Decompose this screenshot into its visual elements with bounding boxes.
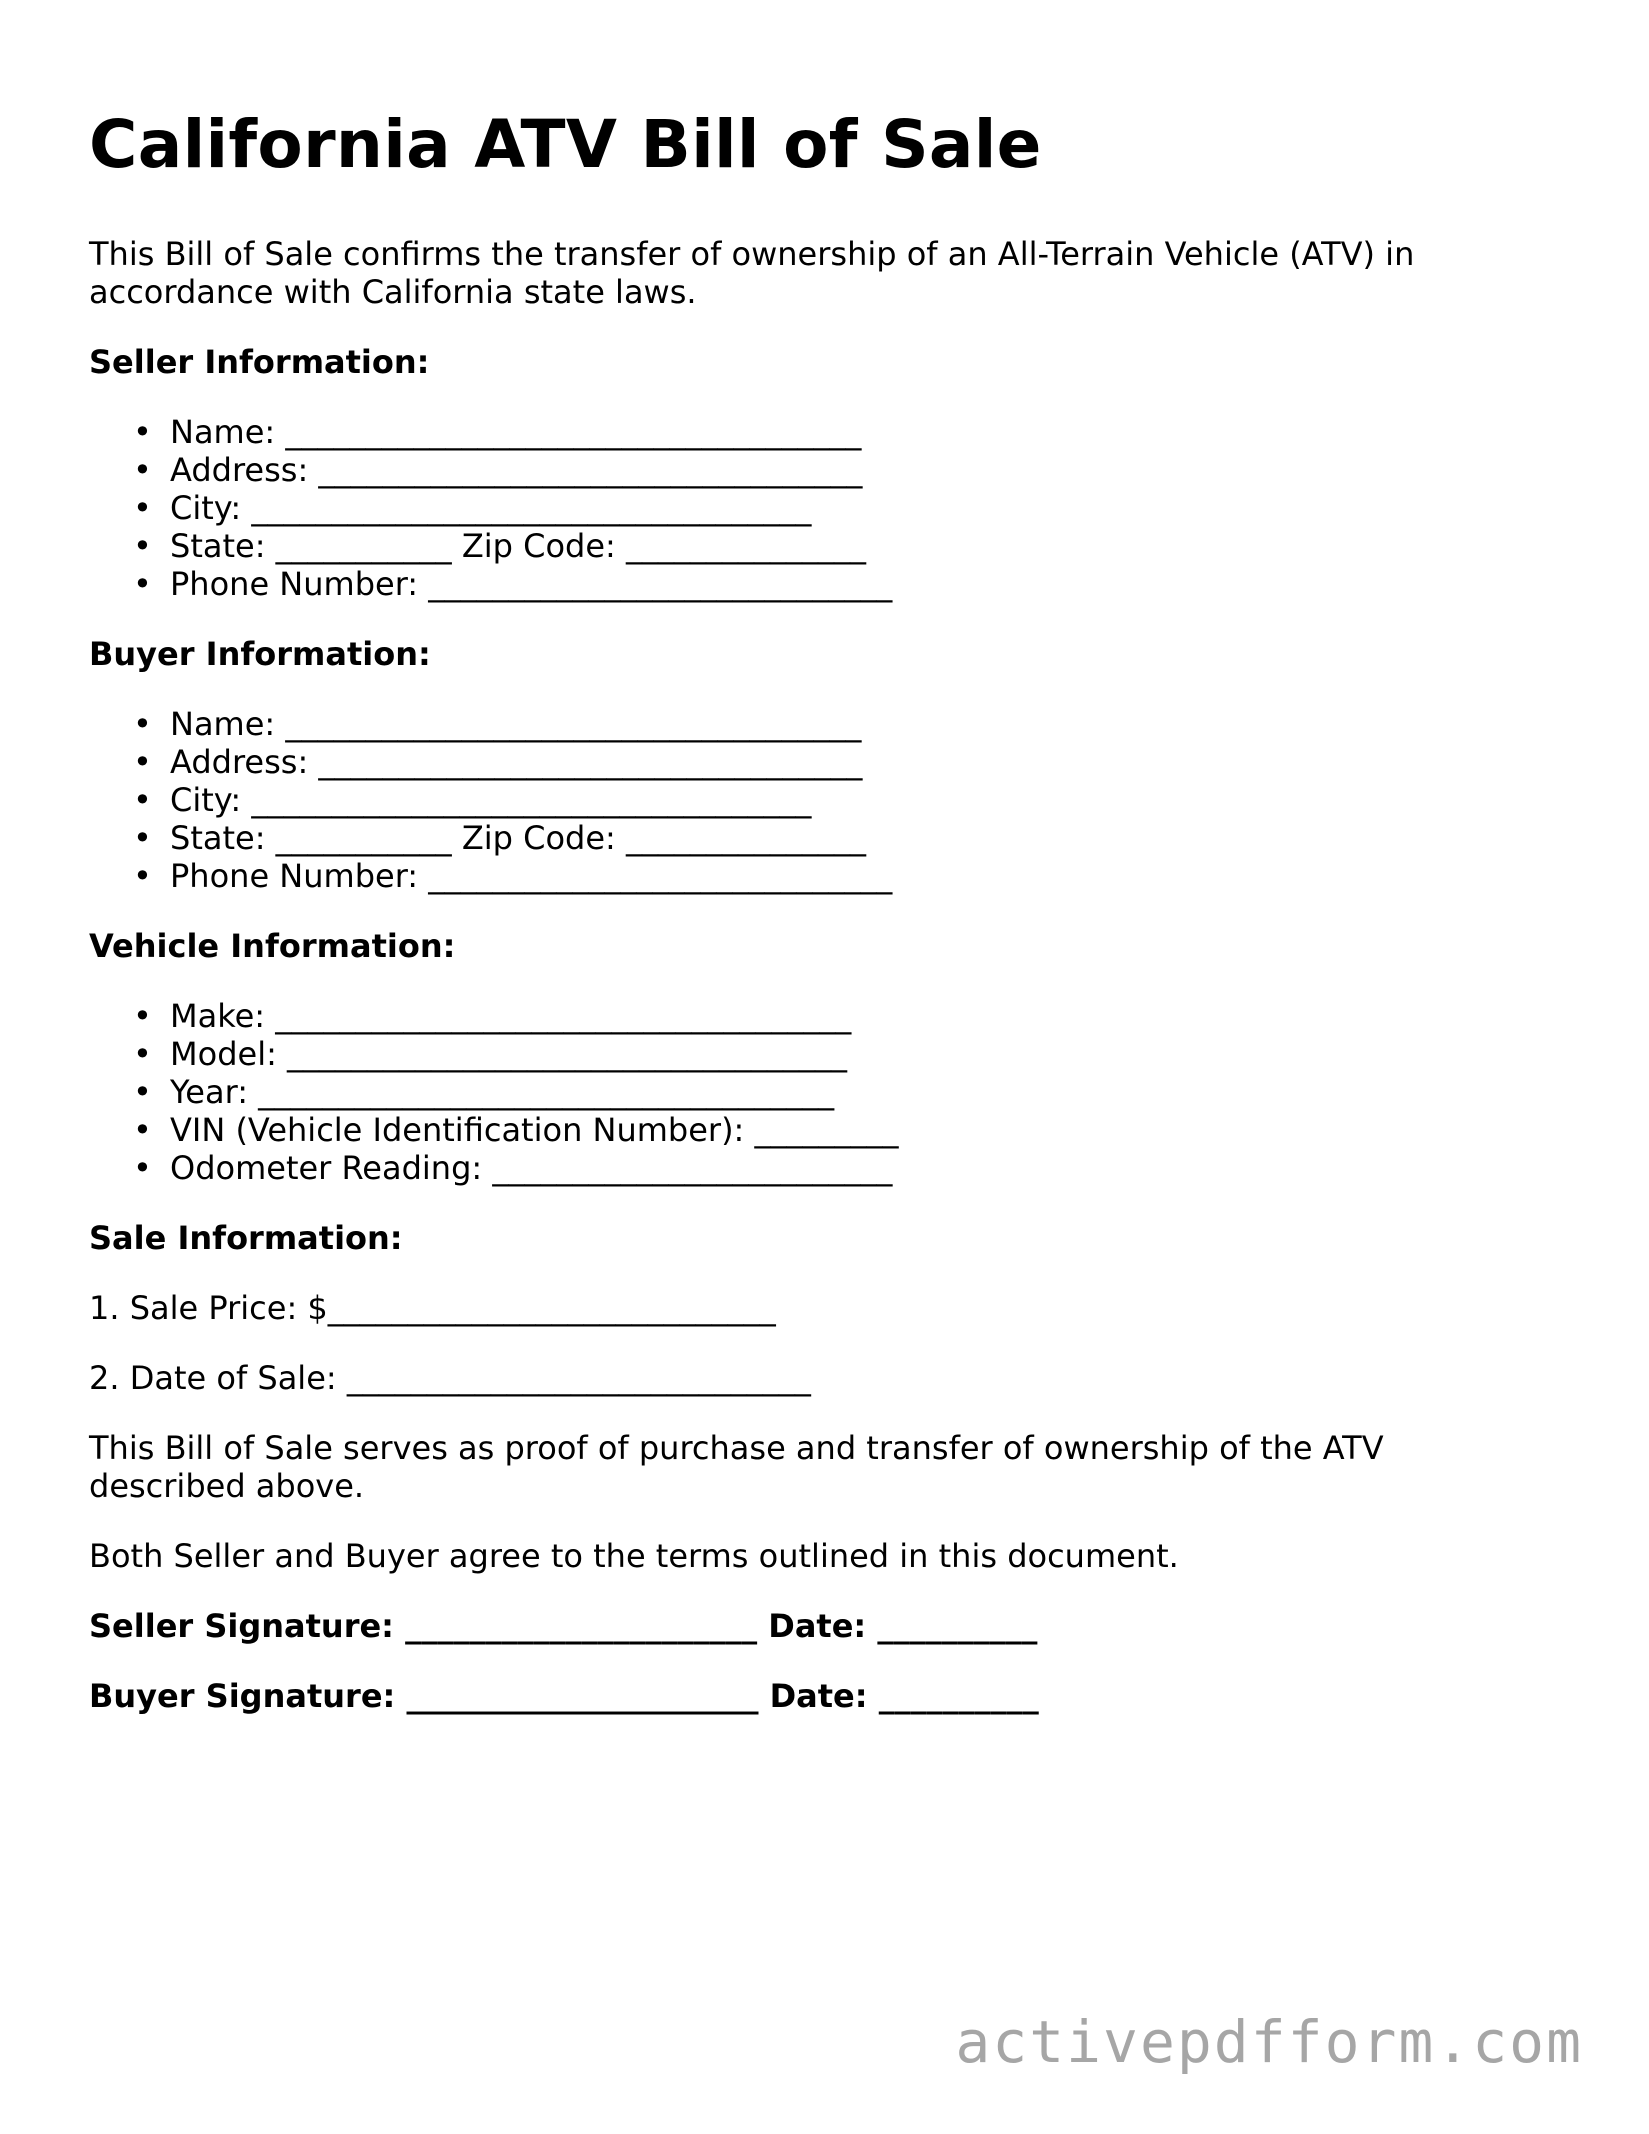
vehicle-year-field[interactable]: • Year: ____________________________________ <box>89 1073 899 1111</box>
buyer-address-field[interactable]: • Address: __________________________________ <box>89 743 892 781</box>
buyer-phone-field[interactable]: • Phone Number: _____________________________ <box>89 857 892 895</box>
vehicle-odometer-field[interactable]: • Odometer Reading: _________________________ <box>89 1149 899 1187</box>
buyer-state-zip-field[interactable]: • State: ___________ Zip Code: _______________ <box>89 819 892 857</box>
proof-line-1: This Bill of Sale serves as proof of purchase and transfer of ownership of the ATV <box>89 1429 1384 1467</box>
vehicle-fields <box>89 997 899 1187</box>
buyer-name-field[interactable]: • Name: ____________________________________ <box>89 705 892 743</box>
seller-heading: Seller Information: <box>89 343 430 381</box>
watermark: activepdfform.com <box>955 2008 1583 2076</box>
sale-price-field[interactable]: 1. Sale Price: $____________________________ <box>89 1289 776 1327</box>
page-title: California ATV Bill of Sale <box>89 106 1042 183</box>
seller-name-field[interactable]: • Name: ____________________________________ <box>89 413 892 451</box>
vehicle-make-field[interactable]: • Make: ____________________________________ <box>89 997 899 1035</box>
intro-line-2: accordance with California state laws. <box>89 273 697 311</box>
seller-fields <box>89 413 892 603</box>
sale-heading: Sale Information: <box>89 1219 403 1257</box>
buyer-heading: Buyer Information: <box>89 635 431 673</box>
seller-address-field[interactable]: • Address: __________________________________ <box>89 451 892 489</box>
buyer-fields <box>89 705 892 895</box>
vehicle-vin-field[interactable]: • VIN (Vehicle Identification Number): _________ <box>89 1111 899 1149</box>
agreement-text: Both Seller and Buyer agree to the terms outlined in this document. <box>89 1537 1179 1575</box>
intro-line-1: This Bill of Sale confirms the transfer of ownership of an All-Terrain Vehicle (ATV) in <box>89 235 1415 273</box>
seller-signature-line[interactable]: Seller Signature: ______________________ Date: __________ <box>89 1607 1038 1645</box>
vehicle-model-field[interactable]: • Model: ___________________________________ <box>89 1035 899 1073</box>
sale-date-field[interactable]: 2. Date of Sale: _____________________________ <box>89 1359 811 1397</box>
buyer-city-field[interactable]: • City: ___________________________________ <box>89 781 892 819</box>
vehicle-heading: Vehicle Information: <box>89 927 456 965</box>
buyer-signature-line[interactable]: Buyer Signature: ______________________ Date: __________ <box>89 1677 1039 1715</box>
proof-line-2: described above. <box>89 1467 365 1505</box>
seller-phone-field[interactable]: • Phone Number: _____________________________ <box>89 565 892 603</box>
seller-city-field[interactable]: • City: ___________________________________ <box>89 489 892 527</box>
seller-state-zip-field[interactable]: • State: ___________ Zip Code: _______________ <box>89 527 892 565</box>
